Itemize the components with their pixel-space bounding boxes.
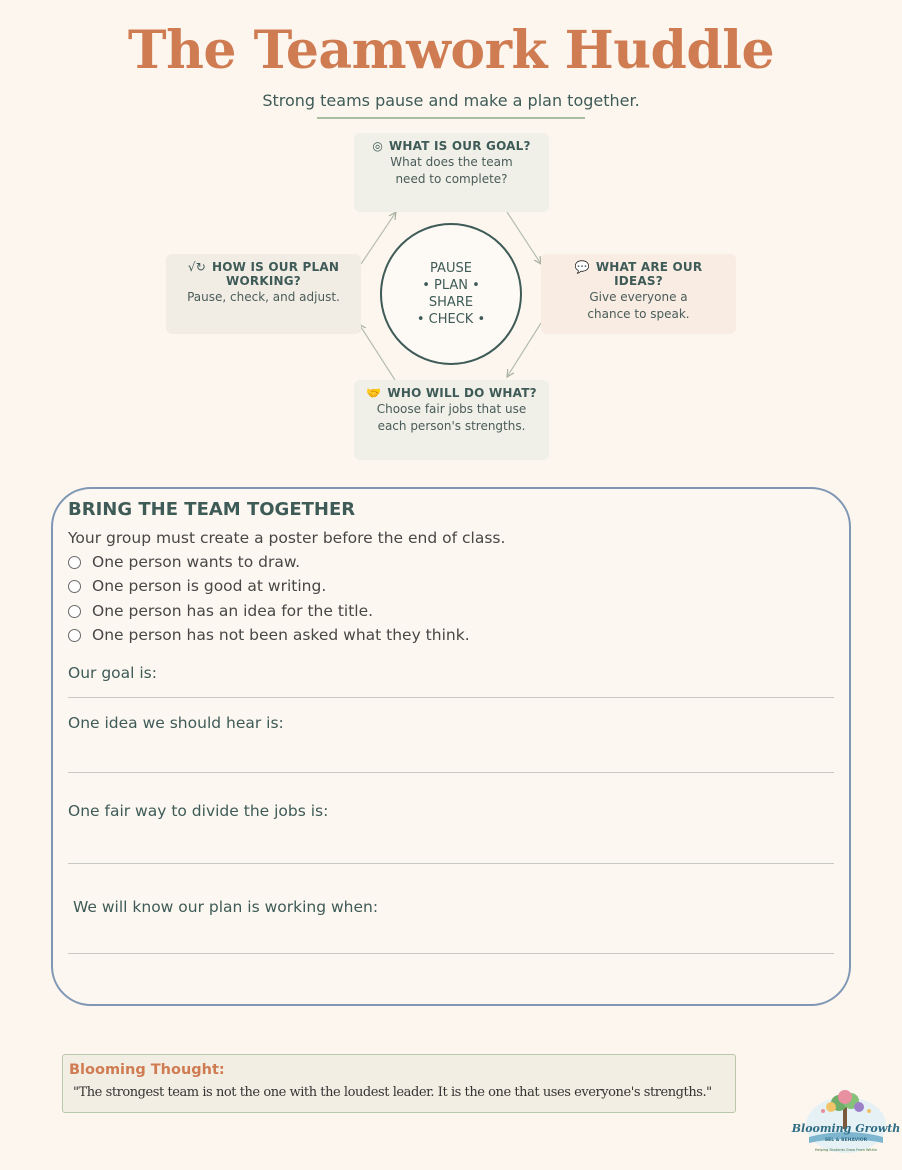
radio-button[interactable]: [68, 605, 81, 618]
arrow-goal-to-ideas: [507, 212, 541, 264]
card-who-heading: WHO WILL DO WHAT?: [387, 386, 537, 400]
card-goal-line: What does the team: [390, 155, 513, 169]
radio-button[interactable]: [68, 629, 81, 642]
page-title: The Teamwork Huddle: [127, 20, 775, 81]
card-ideas-heading: WHAT ARE OUR IDEAS?: [595, 260, 703, 288]
option-row[interactable]: [68, 602, 373, 620]
card-how-heading-cont: WORKING?: [226, 274, 301, 288]
card-goal-line: need to complete?: [395, 172, 508, 186]
target-icon: ◎: [372, 139, 383, 153]
option-row[interactable]: [68, 553, 300, 571]
thought-label: Blooming Thought:: [69, 1062, 225, 1078]
prompt-idea: One idea we should hear is:: [68, 714, 284, 732]
card-how-heading: HOW IS OUR PLAN: [212, 260, 340, 274]
card-goal: [354, 133, 549, 212]
answer-line-working[interactable]: [68, 953, 834, 954]
arrow-ideas-to-who: [507, 323, 541, 377]
card-goal-heading: WHAT IS OUR GOAL?: [389, 139, 531, 153]
cycle-center-word: • PLAN •: [422, 278, 480, 293]
activity-scenario: Your group must create a poster before the end of class.: [68, 529, 506, 547]
card-ideas-line: Give everyone a: [589, 290, 688, 304]
card-how-line: Pause, check, and adjust.: [187, 290, 340, 304]
speech-bubble-icon: 💬: [574, 260, 590, 274]
logo-tagline: SEL & BEHAVIOR: [824, 1138, 868, 1143]
option-label: One person has an idea for the title.: [92, 602, 374, 620]
cycle-center-word: SHARE: [428, 295, 474, 310]
check-cycle-icon: √↻: [187, 260, 207, 274]
cycle-center-word: PAUSE: [430, 261, 472, 276]
cycle-center-word: • CHECK •: [416, 312, 486, 327]
card-ideas-line: chance to speak.: [587, 307, 690, 321]
option-row[interactable]: [68, 626, 470, 644]
thought-quote: "The strongest team is not the one with the loudest leader. It is the one that uses everyone's strengths.": [73, 1085, 712, 1100]
card-how: [166, 254, 361, 334]
cycle-center: [380, 223, 522, 365]
handshake-icon: 🤝: [366, 386, 382, 400]
logo-name: Blooming Growth: [791, 1122, 901, 1135]
card-who-line: Choose fair jobs that use: [376, 402, 527, 416]
arrow-who-to-how: [359, 324, 395, 380]
card-who: [354, 380, 549, 460]
blooming-thought-box: [62, 1054, 736, 1113]
option-label: One person is good at writing.: [92, 577, 327, 595]
logo-small-text: Helping Students Grow From Within: [814, 1148, 878, 1152]
prompt-goal: Our goal is:: [68, 664, 157, 682]
answer-line-goal[interactable]: [68, 697, 834, 698]
option-row[interactable]: [68, 577, 326, 595]
radio-button[interactable]: [68, 556, 81, 569]
prompt-working: We will know our plan is working when:: [73, 898, 379, 916]
answer-line-jobs[interactable]: [68, 863, 834, 864]
activity-title: BRING THE TEAM TOGETHER: [68, 499, 356, 520]
page-subtitle: Strong teams pause and make a plan together.: [262, 91, 640, 110]
option-label: One person wants to draw.: [92, 553, 301, 571]
card-who-line: each person's strengths.: [377, 419, 526, 433]
radio-button[interactable]: [68, 580, 81, 593]
prompt-jobs: One fair way to divide the jobs is:: [68, 802, 329, 820]
blooming-growth-logo: [791, 1087, 901, 1159]
answer-line-idea[interactable]: [68, 772, 834, 773]
option-label: One person has not been asked what they think.: [92, 626, 470, 644]
card-ideas: [541, 254, 736, 334]
